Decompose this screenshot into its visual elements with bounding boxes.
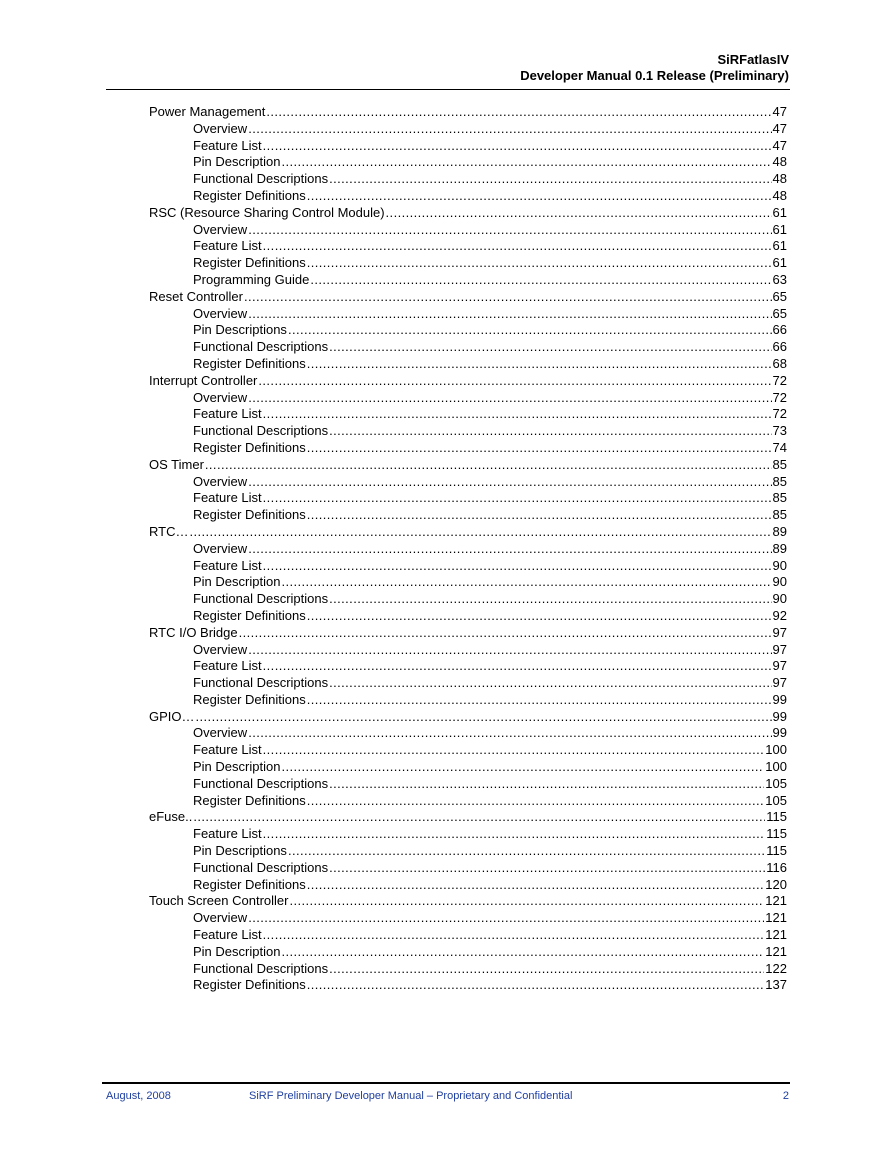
toc-entry-page-number: 137 xyxy=(765,977,787,993)
toc-subsection-entry[interactable] xyxy=(149,121,787,138)
toc-dot-leader xyxy=(281,944,764,961)
toc-entry-title: Overview xyxy=(193,305,248,321)
toc-entry-title: OS Timer xyxy=(149,456,204,472)
toc-subsection-entry[interactable] xyxy=(149,490,787,507)
header-divider xyxy=(106,89,790,90)
toc-entry-page-number: 61 xyxy=(772,221,787,237)
toc-entry-title: Feature List xyxy=(193,927,262,943)
toc-subsection-entry[interactable] xyxy=(149,322,787,339)
toc-section-entry[interactable] xyxy=(149,893,787,910)
toc-dot-leader xyxy=(248,306,771,323)
toc-entry-title: Functional Descriptions xyxy=(193,423,329,439)
toc-entry-title: Register Definitions xyxy=(193,355,306,371)
toc-subsection-entry[interactable] xyxy=(149,692,787,709)
toc-entry-title: Overview xyxy=(193,725,248,741)
toc-subsection-entry[interactable] xyxy=(149,826,787,843)
header-document-title: Developer Manual 0.1 Release (Preliminary) xyxy=(520,68,789,83)
toc-entry-page-number: 92 xyxy=(772,607,787,623)
toc-subsection-entry[interactable] xyxy=(149,658,787,675)
toc-subsection-entry[interactable] xyxy=(149,171,787,188)
toc-entry-page-number: 100 xyxy=(765,742,787,758)
toc-entry-page-number: 63 xyxy=(772,271,787,287)
toc-entry-page-number: 97 xyxy=(772,641,787,657)
toc-entry-page-number: 99 xyxy=(772,725,787,741)
toc-section-entry[interactable] xyxy=(149,457,787,474)
toc-subsection-entry[interactable] xyxy=(149,306,787,323)
toc-dot-leader xyxy=(329,776,764,793)
toc-entry-title: Functional Descriptions xyxy=(193,960,329,976)
toc-section-entry[interactable] xyxy=(149,104,787,121)
toc-dot-leader xyxy=(329,339,771,356)
toc-entry-page-number: 66 xyxy=(772,339,787,355)
toc-dot-leader xyxy=(281,154,771,171)
toc-entry-title: Overview xyxy=(193,641,248,657)
toc-entry-page-number: 85 xyxy=(772,490,787,506)
toc-entry-title: Feature List xyxy=(193,490,262,506)
toc-subsection-entry[interactable] xyxy=(149,759,787,776)
toc-subsection-entry[interactable] xyxy=(149,390,787,407)
toc-entry-page-number: 99 xyxy=(772,691,787,707)
toc-subsection-entry[interactable] xyxy=(149,222,787,239)
toc-dot-leader xyxy=(281,574,771,591)
toc-subsection-entry[interactable] xyxy=(149,742,787,759)
toc-subsection-entry[interactable] xyxy=(149,961,787,978)
toc-entry-title: Feature List xyxy=(193,557,262,573)
toc-dot-leader xyxy=(263,658,772,675)
toc-entry-page-number: 66 xyxy=(772,322,787,338)
toc-entry-page-number: 122 xyxy=(765,960,787,976)
toc-entry-title: Feature List xyxy=(193,238,262,254)
toc-dot-leader xyxy=(307,255,772,272)
toc-subsection-entry[interactable] xyxy=(149,423,787,440)
toc-entry-page-number: 116 xyxy=(766,859,787,875)
toc-dot-leader xyxy=(281,759,764,776)
toc-dot-leader xyxy=(289,893,764,910)
toc-dot-leader xyxy=(266,104,771,121)
toc-entry-page-number: 85 xyxy=(772,456,787,472)
toc-dot-leader xyxy=(263,558,772,575)
toc-entry-title: Feature List xyxy=(193,137,262,153)
toc-entry-title: Overview xyxy=(193,473,248,489)
toc-entry-title: Register Definitions xyxy=(193,691,306,707)
toc-dot-leader xyxy=(258,373,771,390)
toc-subsection-entry[interactable] xyxy=(149,776,787,793)
toc-entry-page-number: 47 xyxy=(772,137,787,153)
toc-entry-page-number: 121 xyxy=(765,927,787,943)
toc-dot-leader xyxy=(329,423,771,440)
toc-section-entry[interactable] xyxy=(149,205,787,222)
toc-section-entry[interactable] xyxy=(149,373,787,390)
toc-entry-page-number: 90 xyxy=(772,591,787,607)
toc-entry-title: Reset Controller xyxy=(149,288,243,304)
footer-page-number: 2 xyxy=(782,1090,789,1102)
toc-dot-leader xyxy=(193,809,765,826)
toc-subsection-entry[interactable] xyxy=(149,188,787,205)
toc-entry-page-number: 72 xyxy=(772,389,787,405)
toc-subsection-entry[interactable] xyxy=(149,591,787,608)
toc-entry-title: RTC I/O Bridge xyxy=(149,624,238,640)
toc-dot-leader xyxy=(307,977,765,994)
toc-subsection-entry[interactable] xyxy=(149,642,787,659)
toc-subsection-entry[interactable] xyxy=(149,675,787,692)
toc-entry-page-number: 74 xyxy=(772,439,787,455)
toc-dot-leader xyxy=(307,793,765,810)
toc-dot-leader xyxy=(244,289,772,306)
toc-entry-title: GPIO… xyxy=(149,708,195,724)
toc-entry-page-number: 115 xyxy=(766,843,787,859)
toc-dot-leader xyxy=(329,860,765,877)
toc-entry-page-number: 72 xyxy=(772,372,787,388)
toc-dot-leader xyxy=(248,121,771,138)
toc-entry-title: Touch Screen Controller xyxy=(149,893,289,909)
toc-entry-page-number: 115 xyxy=(766,826,787,842)
toc-entry-page-number: 97 xyxy=(772,658,787,674)
toc-subsection-entry[interactable] xyxy=(149,558,787,575)
toc-dot-leader xyxy=(329,171,771,188)
toc-entry-page-number: 61 xyxy=(772,238,787,254)
toc-dot-leader xyxy=(189,524,771,541)
toc-entry-title: eFuse.. xyxy=(149,809,193,825)
toc-entry-title: Functional Descriptions xyxy=(193,859,329,875)
toc-dot-leader xyxy=(263,826,766,843)
toc-entry-page-number: 90 xyxy=(772,574,787,590)
toc-entry-title: Functional Descriptions xyxy=(193,591,329,607)
toc-dot-leader xyxy=(307,188,772,205)
toc-dot-leader xyxy=(329,591,771,608)
toc-entry-title: Register Definitions xyxy=(193,255,306,271)
toc-entry-page-number: 89 xyxy=(772,540,787,556)
toc-dot-leader xyxy=(307,440,772,457)
toc-dot-leader xyxy=(263,927,765,944)
toc-subsection-entry[interactable] xyxy=(149,725,787,742)
toc-dot-leader xyxy=(386,205,772,222)
toc-subsection-entry[interactable] xyxy=(149,843,787,860)
toc-entry-title: Pin Descriptions xyxy=(193,843,287,859)
toc-entry-title: Functional Descriptions xyxy=(193,171,329,187)
toc-subsection-entry[interactable] xyxy=(149,272,787,289)
toc-subsection-entry[interactable] xyxy=(149,154,787,171)
toc-entry-title: Functional Descriptions xyxy=(193,775,329,791)
toc-entry-page-number: 89 xyxy=(772,523,787,539)
toc-dot-leader xyxy=(263,490,772,507)
toc-dot-leader xyxy=(248,390,771,407)
toc-entry-title: Feature List xyxy=(193,658,262,674)
toc-subsection-entry[interactable] xyxy=(149,860,787,877)
page-header xyxy=(520,52,789,84)
toc-entry-title: Functional Descriptions xyxy=(193,675,329,691)
toc-subsection-entry[interactable] xyxy=(149,138,787,155)
toc-dot-leader xyxy=(310,272,771,289)
toc-section-entry[interactable] xyxy=(149,524,787,541)
toc-dot-leader xyxy=(307,608,772,625)
toc-entry-title: Feature List xyxy=(193,742,262,758)
toc-dot-leader xyxy=(329,675,771,692)
toc-entry-page-number: 61 xyxy=(772,204,787,220)
toc-entry-title: Interrupt Controller xyxy=(149,372,258,388)
toc-entry-page-number: 47 xyxy=(772,104,787,119)
toc-dot-leader xyxy=(288,843,765,860)
table-of-contents xyxy=(149,104,787,994)
toc-subsection-entry[interactable] xyxy=(149,977,787,994)
toc-dot-leader xyxy=(263,238,772,255)
toc-subsection-entry[interactable] xyxy=(149,440,787,457)
toc-subsection-entry[interactable] xyxy=(149,910,787,927)
toc-entry-title: Overview xyxy=(193,910,248,926)
toc-entry-title: Pin Descriptions xyxy=(193,322,287,338)
toc-entry-page-number: 85 xyxy=(772,507,787,523)
toc-dot-leader xyxy=(329,961,764,978)
toc-entry-title: Pin Description xyxy=(193,759,281,775)
toc-entry-page-number: 48 xyxy=(772,187,787,203)
toc-subsection-entry[interactable] xyxy=(149,541,787,558)
toc-entry-page-number: 120 xyxy=(765,876,787,892)
toc-section-entry[interactable] xyxy=(149,625,787,642)
toc-entry-title: RSC (Resource Sharing Control Module) xyxy=(149,204,385,220)
toc-entry-title: Overview xyxy=(193,120,248,136)
toc-subsection-entry[interactable] xyxy=(149,339,787,356)
toc-dot-leader xyxy=(288,322,772,339)
toc-entry-title: Register Definitions xyxy=(193,187,306,203)
toc-dot-leader xyxy=(248,642,771,659)
toc-dot-leader xyxy=(248,474,771,491)
toc-dot-leader xyxy=(263,742,765,759)
toc-entry-page-number: 99 xyxy=(772,708,787,724)
toc-entry-title: Power Management xyxy=(149,104,266,119)
toc-entry-title: RTC… xyxy=(149,523,189,539)
toc-subsection-entry[interactable] xyxy=(149,474,787,491)
toc-entry-title: Register Definitions xyxy=(193,507,306,523)
toc-entry-page-number: 90 xyxy=(772,557,787,573)
toc-entry-title: Register Definitions xyxy=(193,607,306,623)
toc-subsection-entry[interactable] xyxy=(149,793,787,810)
toc-entry-page-number: 105 xyxy=(765,792,787,808)
toc-entry-page-number: 121 xyxy=(765,943,787,959)
toc-entry-page-number: 97 xyxy=(772,624,787,640)
toc-entry-page-number: 100 xyxy=(765,759,787,775)
toc-dot-leader xyxy=(248,541,771,558)
toc-entry-page-number: 65 xyxy=(772,288,787,304)
toc-dot-leader xyxy=(307,356,772,373)
footer-confidentiality-notice: SiRF Preliminary Developer Manual – Proprietary and Confidential xyxy=(249,1090,573,1102)
toc-entry-title: Register Definitions xyxy=(193,876,306,892)
toc-subsection-entry[interactable] xyxy=(149,927,787,944)
toc-subsection-entry[interactable] xyxy=(149,356,787,373)
toc-entry-page-number: 73 xyxy=(772,423,787,439)
toc-entry-title: Pin Description xyxy=(193,574,281,590)
toc-dot-leader xyxy=(248,222,771,239)
toc-dot-leader xyxy=(248,725,771,742)
toc-entry-page-number: 48 xyxy=(772,171,787,187)
toc-dot-leader xyxy=(263,406,772,423)
toc-entry-page-number: 121 xyxy=(765,910,787,926)
toc-subsection-entry[interactable] xyxy=(149,406,787,423)
toc-entry-page-number: 97 xyxy=(772,675,787,691)
toc-section-entry[interactable] xyxy=(149,289,787,306)
toc-subsection-entry[interactable] xyxy=(149,255,787,272)
toc-dot-leader xyxy=(263,138,772,155)
toc-entry-title: Programming Guide xyxy=(193,271,310,287)
toc-entry-page-number: 121 xyxy=(765,893,787,909)
toc-entry-title: Feature List xyxy=(193,406,262,422)
toc-entry-title: Register Definitions xyxy=(193,792,306,808)
toc-dot-leader xyxy=(307,692,772,709)
toc-subsection-entry[interactable] xyxy=(149,574,787,591)
toc-subsection-entry[interactable] xyxy=(149,877,787,894)
toc-dot-leader xyxy=(307,507,772,524)
toc-subsection-entry[interactable] xyxy=(149,608,787,625)
toc-entry-title: Register Definitions xyxy=(193,977,306,993)
header-product-name: SiRFatlasIV xyxy=(717,52,789,67)
toc-dot-leader xyxy=(239,625,772,642)
toc-dot-leader xyxy=(307,877,765,894)
toc-entry-page-number: 65 xyxy=(772,305,787,321)
toc-entry-title: Pin Description xyxy=(193,154,281,170)
toc-entry-title: Overview xyxy=(193,221,248,237)
toc-entry-page-number: 85 xyxy=(772,473,787,489)
toc-section-entry[interactable] xyxy=(149,809,787,826)
toc-entry-title: Register Definitions xyxy=(193,439,306,455)
toc-dot-leader xyxy=(248,910,764,927)
toc-entry-page-number: 61 xyxy=(772,255,787,271)
toc-entry-page-number: 72 xyxy=(772,406,787,422)
toc-entry-page-number: 47 xyxy=(772,120,787,136)
toc-entry-title: Feature List xyxy=(193,826,262,842)
toc-entry-page-number: 48 xyxy=(772,154,787,170)
toc-subsection-entry[interactable] xyxy=(149,238,787,255)
footer-date: August, 2008 xyxy=(106,1090,171,1102)
toc-subsection-entry[interactable] xyxy=(149,944,787,961)
toc-section-entry[interactable] xyxy=(149,709,787,726)
toc-dot-leader xyxy=(196,709,772,726)
toc-dot-leader xyxy=(205,457,772,474)
toc-entry-title: Overview xyxy=(193,389,248,405)
toc-entry-page-number: 105 xyxy=(765,775,787,791)
footer-divider xyxy=(102,1082,790,1084)
toc-entry-page-number: 68 xyxy=(772,355,787,371)
toc-entry-title: Functional Descriptions xyxy=(193,339,329,355)
toc-entry-page-number: 115 xyxy=(766,809,787,825)
toc-subsection-entry[interactable] xyxy=(149,507,787,524)
toc-entry-title: Pin Description xyxy=(193,943,281,959)
toc-entry-title: Overview xyxy=(193,540,248,556)
